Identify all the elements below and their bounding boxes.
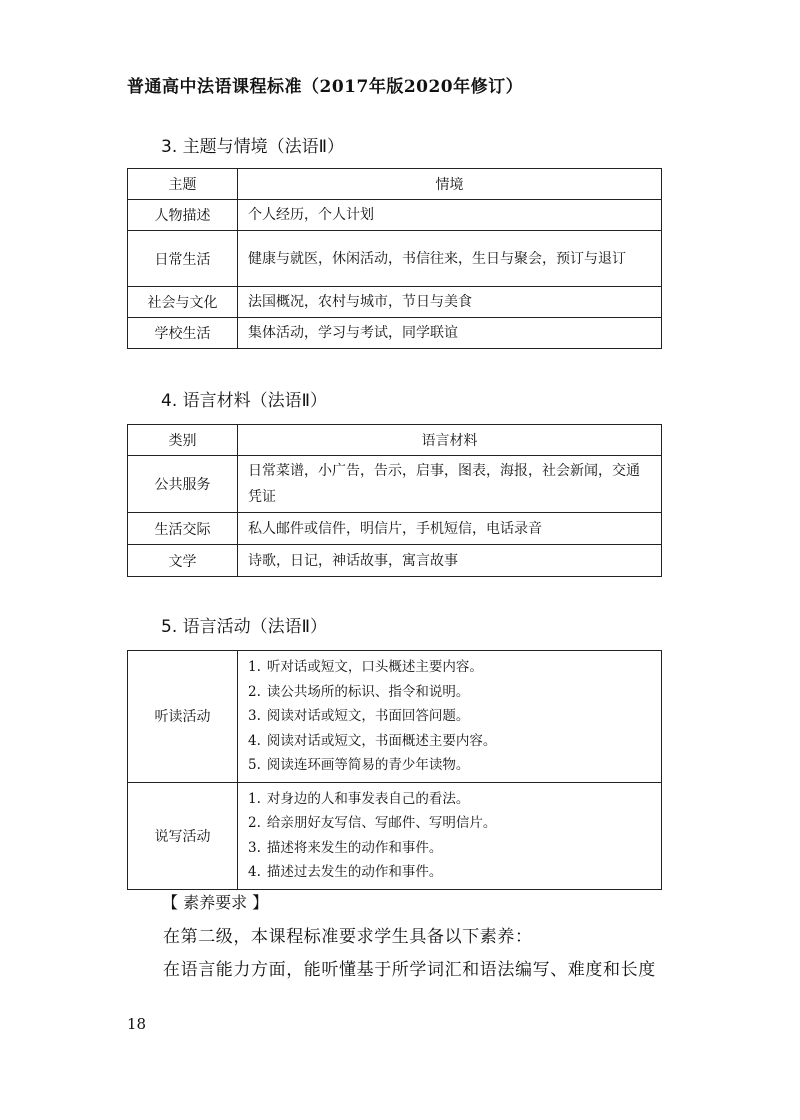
list-item: 5. 阅读连环画等简易的青少年读物。 xyxy=(248,757,470,773)
header-cell: 情境 xyxy=(238,169,662,200)
context-cell: 集体活动，学习与考试，同学联谊 xyxy=(238,318,662,349)
section-4-title: 4. 语言材料（法语Ⅱ） xyxy=(161,391,327,411)
body-paragraph: 在第二级，本课程标准要求学生具备以下素养： xyxy=(163,927,533,947)
table-row xyxy=(128,545,662,577)
section-5-title: 5. 语言活动（法语Ⅱ） xyxy=(161,617,327,637)
table-header-row xyxy=(128,425,662,456)
body-paragraph: 在语言能力方面，能听懂基于所学词汇和语法编写、难度和长度 xyxy=(163,960,656,980)
table-row xyxy=(128,513,662,545)
list-item: 4. 描述过去发生的动作和事件。 xyxy=(248,864,443,880)
topic-cell: 日常生活 xyxy=(128,231,238,287)
context-cell: 健康与就医，休闲活动，书信往来，生日与聚会，预订与退订 xyxy=(238,231,662,287)
activity-list-cell xyxy=(238,651,662,783)
category-cell: 生活交际 xyxy=(128,513,238,545)
list-item: 1. 听对话或短文，口头概述主要内容。 xyxy=(248,659,483,675)
category-cell: 公共服务 xyxy=(128,456,238,513)
topic-cell: 学校生活 xyxy=(128,318,238,349)
table-row xyxy=(128,287,662,318)
header-cell: 类别 xyxy=(128,425,238,456)
table-row xyxy=(128,231,662,287)
list-item: 1. 对身边的人和事发表自己的看法。 xyxy=(248,790,470,807)
material-cell: 私人邮件或信件，明信片，手机短信，电话录音 xyxy=(238,513,662,545)
table-row xyxy=(128,651,662,783)
section-5-table xyxy=(127,650,662,890)
table-row xyxy=(128,782,662,889)
context-cell: 法国概况，农村与城市，节日与美食 xyxy=(238,287,662,318)
list-item: 3. 阅读对话或短文，书面回答问题。 xyxy=(248,708,470,724)
context-cell: 个人经历，个人计划 xyxy=(238,200,662,231)
section-3-table xyxy=(127,168,662,349)
material-cell: 日常菜谱，小广告，告示，启事，图表，海报，社会新闻，交通凭证 xyxy=(238,456,662,513)
activity-list-cell xyxy=(238,782,662,889)
table-row xyxy=(128,456,662,513)
list-item: 2. 读公共场所的标识、指令和说明。 xyxy=(248,683,470,700)
topic-cell: 社会与文化 xyxy=(128,287,238,318)
header-cell: 主题 xyxy=(128,169,238,200)
topic-cell: 人物描述 xyxy=(128,200,238,231)
table-row xyxy=(128,200,662,231)
page-number: 18 xyxy=(127,1015,147,1033)
list-item: 3. 描述将来发生的动作和事件。 xyxy=(248,839,443,856)
table-row xyxy=(128,318,662,349)
running-header: 普通高中法语课程标准（2017年版2020年修订） xyxy=(127,77,524,97)
table-header-row xyxy=(128,169,662,200)
header-cell: 语言材料 xyxy=(238,425,662,456)
section-4-table xyxy=(127,424,662,577)
section-3-title: 3. 主题与情境（法语Ⅱ） xyxy=(161,137,344,157)
list-item: 4. 阅读对话或短文，书面概述主要内容。 xyxy=(248,732,497,749)
activity-type-cell: 听读活动 xyxy=(128,651,238,783)
literacy-requirements-heading: 【 素养要求 】 xyxy=(162,893,269,912)
category-cell: 文学 xyxy=(128,545,238,577)
activity-type-cell: 说写活动 xyxy=(128,782,238,889)
list-item: 2. 给亲朋好友写信、写邮件、写明信片。 xyxy=(248,815,497,831)
material-cell: 诗歌，日记，神话故事，寓言故事 xyxy=(238,545,662,577)
